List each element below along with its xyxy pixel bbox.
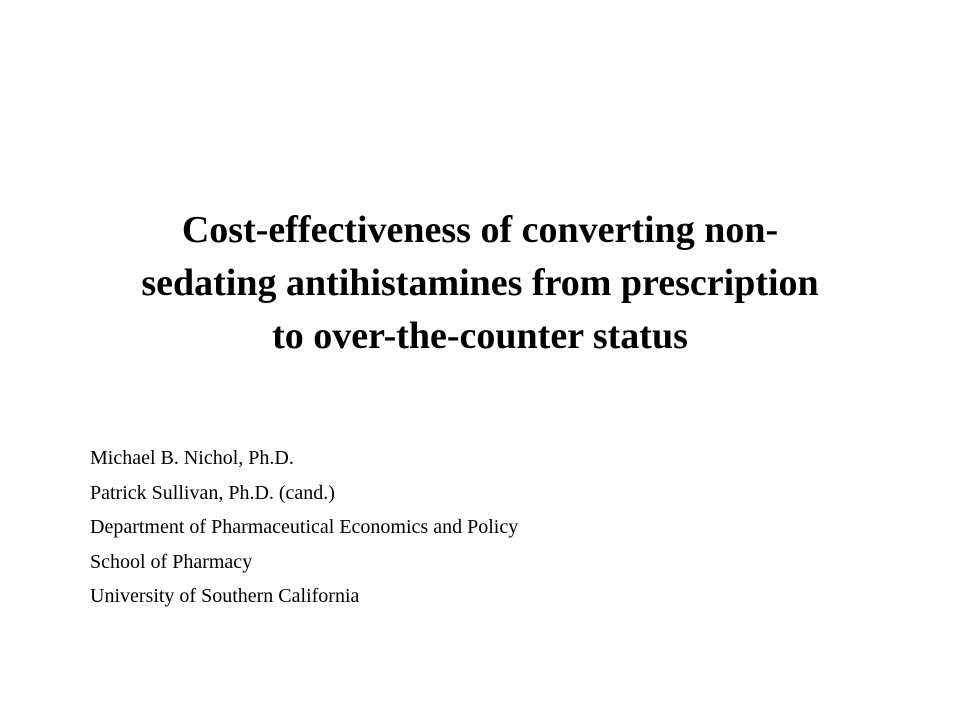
author-line-1: Michael B. Nichol, Ph.D. (90, 447, 294, 469)
university-line: University of Southern California (90, 585, 360, 607)
school-line: School of Pharmacy (90, 550, 253, 573)
slide-title (60, 204, 900, 363)
department-line: Department of Pharmaceutical Economics and Policy (90, 516, 519, 538)
author-affiliation-block (90, 441, 890, 614)
title-line-1: Cost-effectiveness of converting non- (181, 209, 779, 251)
title-line-3: to over-the-counter status (272, 315, 688, 357)
author-line-2: Patrick Sullivan, Ph.D. (cand.) (90, 481, 335, 504)
title-line-2: sedating antihistamines from prescription (141, 262, 819, 304)
